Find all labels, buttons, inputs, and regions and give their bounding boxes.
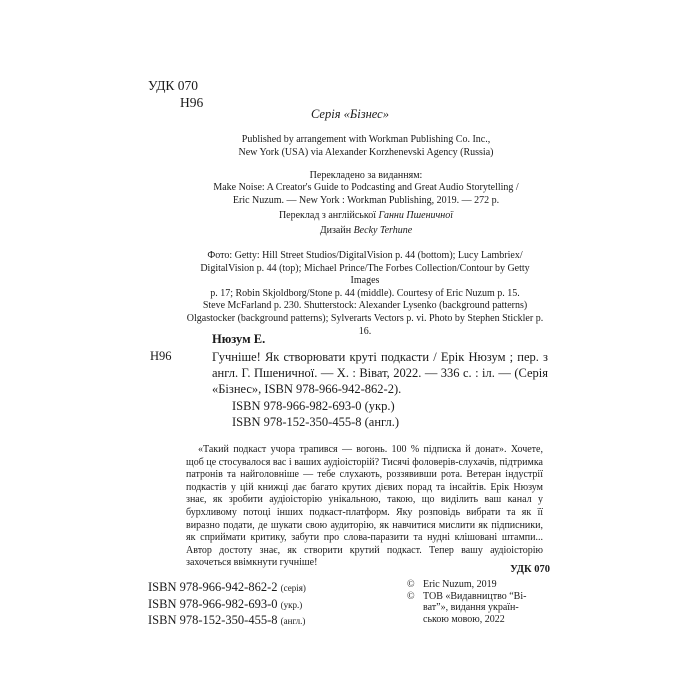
isbn-list: [148, 580, 306, 630]
translation-heading: Перекладено за виданням:: [309, 170, 423, 181]
copyright-symbol: ©: [407, 590, 415, 602]
author-heading: Нюзум Е.: [212, 332, 266, 346]
bib-isbn-ukr: ISBN 978-966-982-693-0 (укр.): [232, 399, 395, 413]
translation-source: [190, 182, 542, 207]
copyright-block: [407, 579, 563, 625]
copyright-publisher-cont: ват”», видання україн-: [423, 602, 519, 613]
copyright-symbol: ©: [407, 579, 415, 590]
photo-credit-line: Olgastocker (background patterns); Sylverarts Vectors p. vi. Photo by Stephen Stickler p. 16.: [186, 312, 544, 337]
translator-credit: [190, 210, 542, 223]
publisher-note-line: New York (USA) via Alexander Korzhenevski Agency (Russia): [238, 146, 494, 158]
isbn-note: (серія): [280, 583, 306, 593]
copyright-publisher-cont: ською мовою, 2022: [423, 613, 505, 625]
bibliographic-description: Гучніше! Як створювати круті подкасти / Ерік Нюзум ; пер. з англ. Г. Пшеничної. — Х. : Віват, 2022. — 336 с. : іл. — (Серія «Бізнес», ISBN 978-966-942-862-2).: [212, 350, 548, 396]
designer-credit: [190, 225, 542, 238]
isbn-note: (укр.): [280, 599, 303, 610]
class-code: Н96: [150, 349, 172, 363]
series-title: Серія «Бізнес»: [311, 107, 389, 121]
isbn-number: ISBN 978-966-982-693-0: [148, 596, 278, 611]
copyright-row: [407, 579, 563, 591]
photo-credit-line: Steve McFarland p. 230. Shutterstock: Alexander Lysenko (background patterns): [202, 300, 528, 312]
photo-credit-line: DigitalVision p. 44 (top); Michael Prince/The Forbes Collection/Contour by Getty Images: [200, 262, 530, 287]
copyright-row: [407, 591, 563, 603]
isbn-row: [148, 597, 306, 614]
annotation-text: «Такий подкаст учора трапився — вогонь. 100 % підписка й донат». Хочете, щоб це стосувалося вас і ваших аудіоісторій? Тисячі фоловерів-слухачів, підтримка патронів та найголовніше — тебе слухають, роззявивши рота. Ветеран індустрії подкастів у цій книжці дає багато крутих дієвих порад та інсайтів. Ерік Нюзум знає, як зробити аудіоісторію унікальною, такою, що виділить ваш канал у бурхливому потоці інших подкаст-платформ. Яку розповідь вибрати та як її виразно подати, де шукати свою аудиторію, як навчитися мислити як підписники, як сприймати критику, забути про слова-паразити та нудні клішовані штампи... Автор достоту знає, як створити крутий подкаст. Тепер вашу аудіоісторію захочеться ввімкнути гучніше!: [186, 444, 543, 569]
translator-name: Ганни Пшеничної: [378, 210, 454, 221]
copyright-publisher: ТОВ «Видавництво “Ві-: [423, 590, 527, 602]
translator-prefix: Переклад з англійської: [278, 210, 379, 221]
udk-top-code: УДК 070: [148, 78, 199, 93]
isbn-row: [148, 580, 306, 597]
isbn-number: ISBN 978-152-350-455-8: [148, 613, 278, 627]
isbn-row: [148, 613, 306, 630]
designer-name: Becky Terhune: [353, 225, 413, 236]
bib-isbn-eng: ISBN 978-152-350-455-8 (англ.): [232, 415, 400, 429]
isbn-note: (англ.): [280, 616, 306, 626]
publisher-note: [190, 134, 542, 159]
photo-credit-line: p. 17; Robin Skjoldborg/Stone p. 44 (middle). Courtesy of Eric Nuzum p. 15.: [210, 287, 520, 299]
photo-credits: [186, 250, 544, 338]
isbn-number: ISBN 978-966-942-862-2: [148, 580, 278, 594]
copyright-author: Eric Nuzum, 2019: [423, 579, 497, 590]
translation-source-line: Eric Nuzum. — New York : Workman Publishing, 2019. — 272 p.: [232, 194, 500, 206]
udk-top-block: [148, 77, 203, 111]
publisher-note-line: Published by arrangement with Workman Publishing Co. Inc.,: [241, 134, 491, 145]
udk-bottom: УДК 070: [510, 564, 550, 575]
designer-prefix: Дизайн: [319, 225, 354, 236]
photo-credit-line: Фото: Getty: Hill Street Studios/DigitalVision p. 44 (bottom); Lucy Lambriex/: [207, 250, 523, 261]
udk-top-author-mark: Н96: [180, 95, 204, 110]
translation-source-line: Make Noise: A Creator's Guide to Podcasting and Great Audio Storytelling /: [213, 182, 519, 193]
